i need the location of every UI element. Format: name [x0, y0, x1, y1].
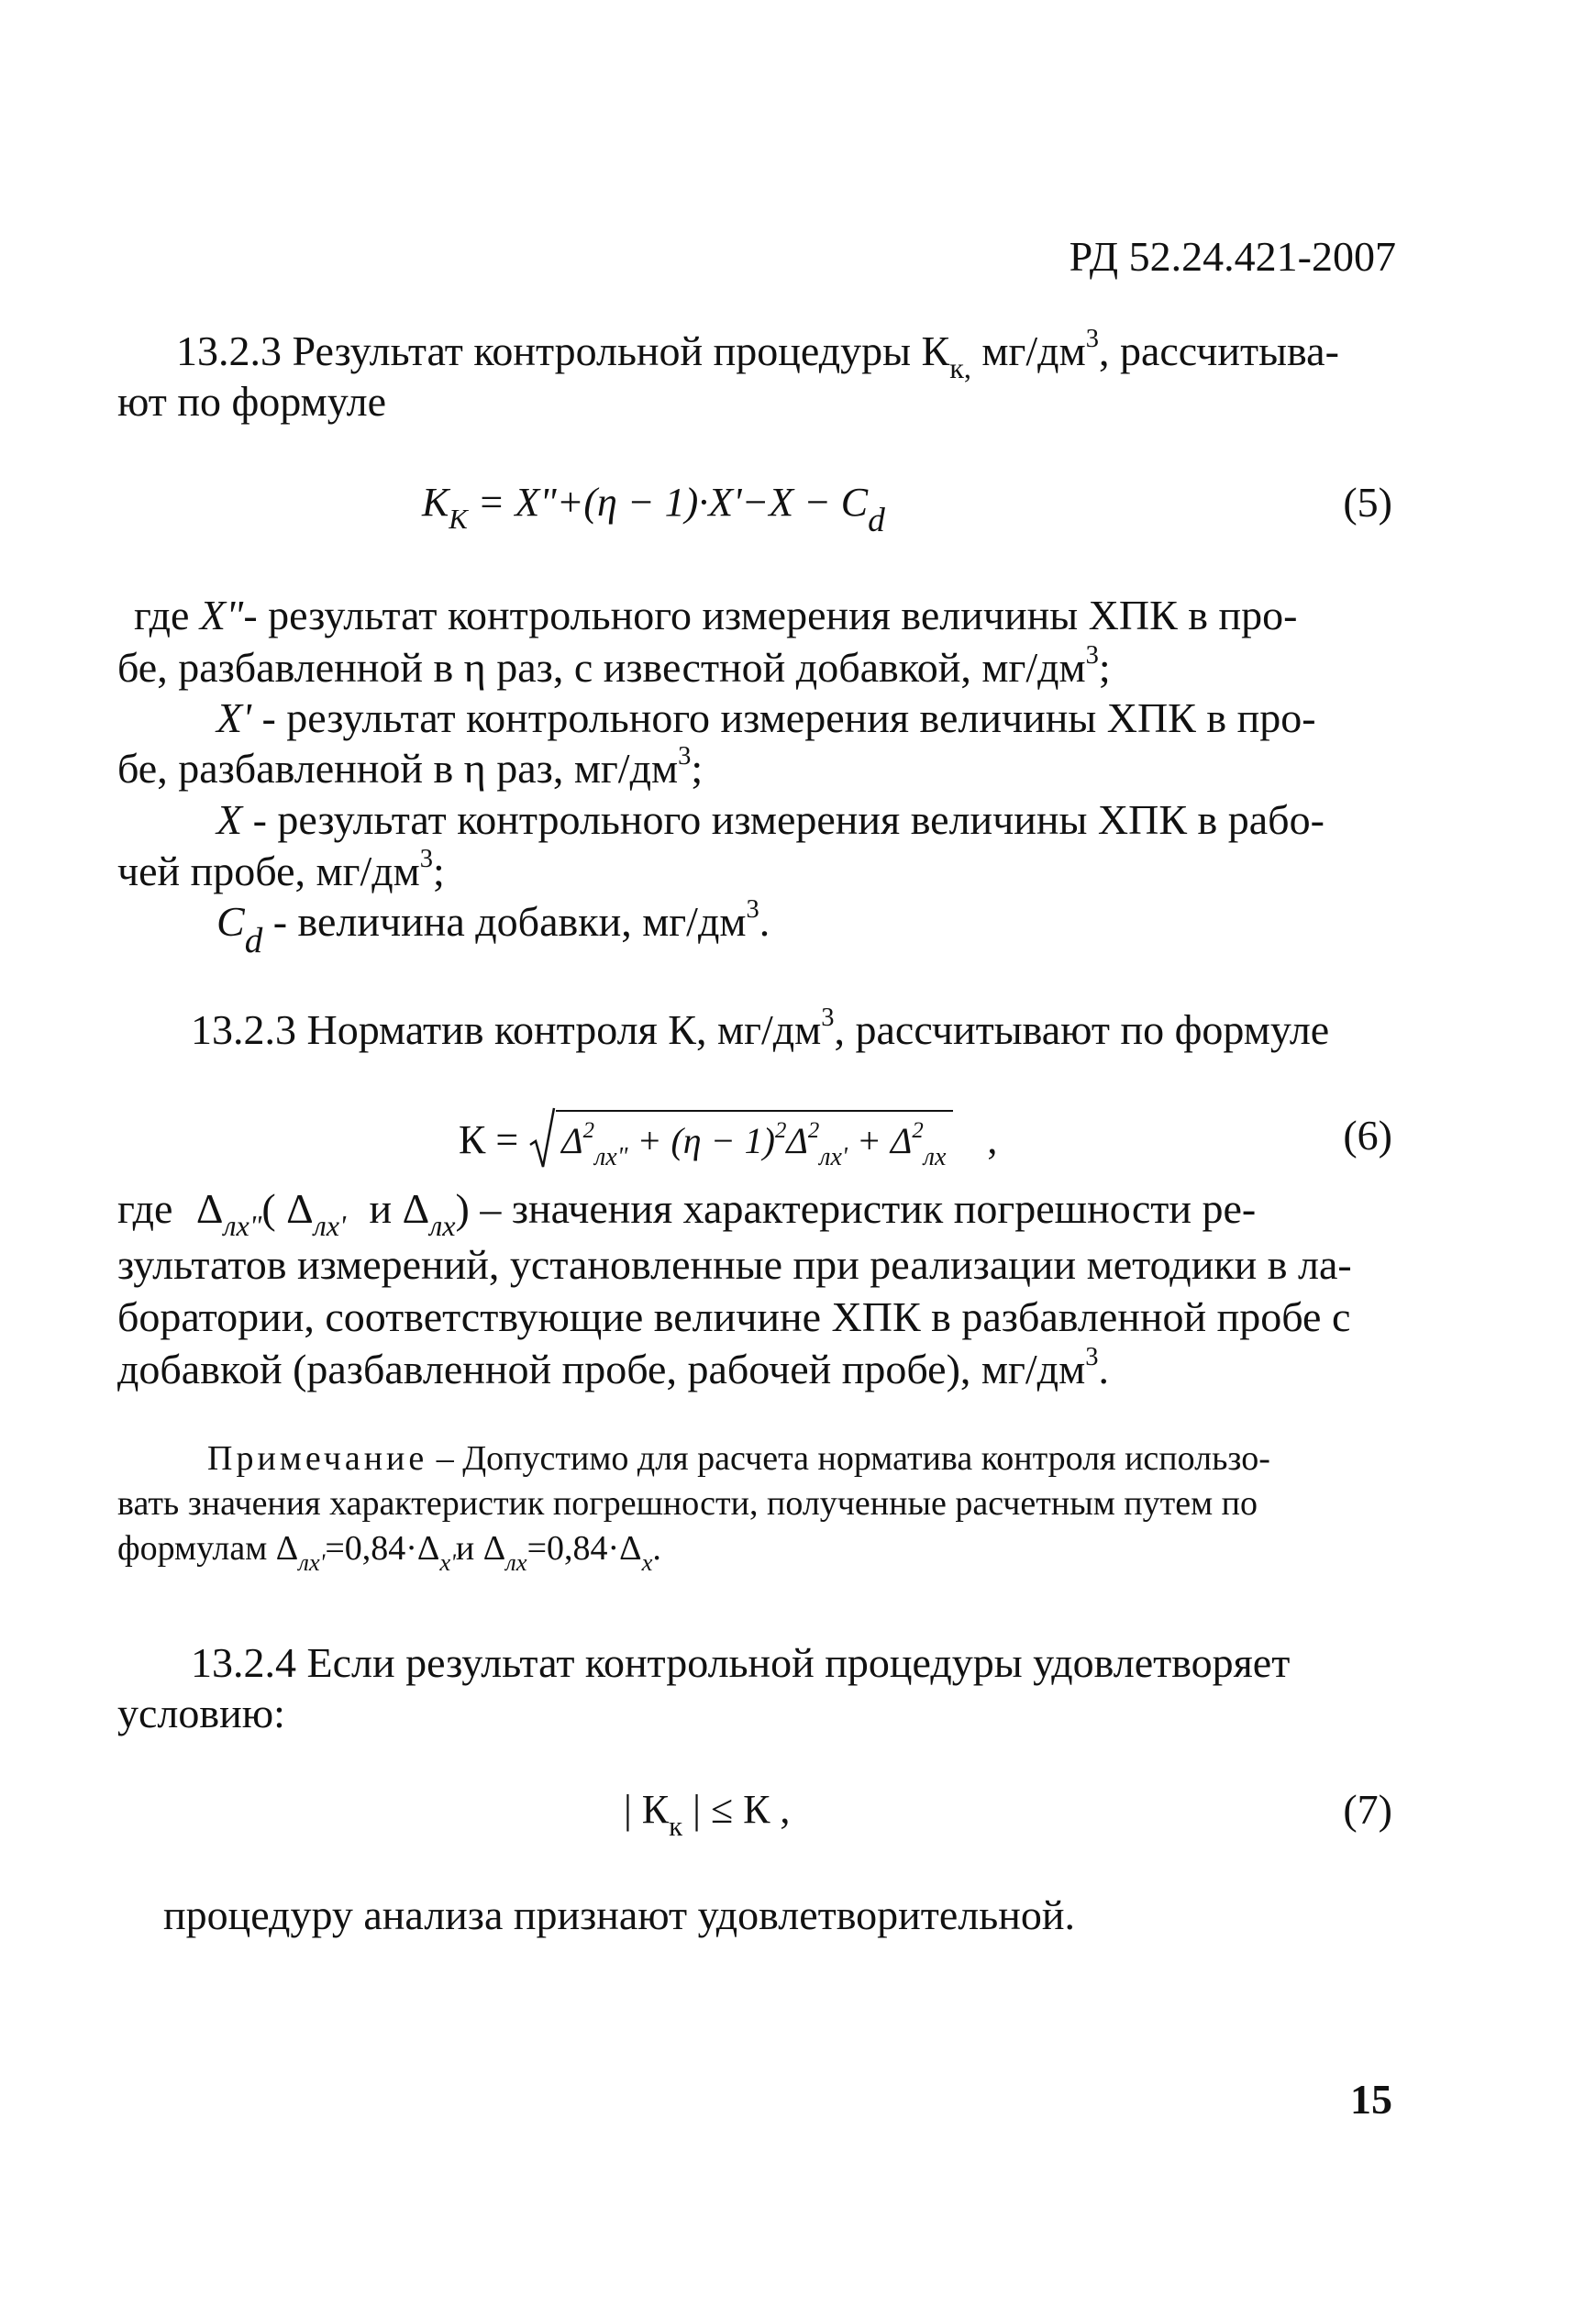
section-13-2-3-norm: 13.2.3 Норматив контроля К, $мг/дм^3$, рассчитывают по формуле	[191, 1004, 1330, 1053]
definition-x-double-prime: где X"- результат контрольного измерения величины ХПК в про-	[134, 592, 1298, 638]
definition-x-line2: чей пробе, $мг/дм^3$;	[117, 845, 445, 894]
explanation-line2: зультатов измерений, установленные при реализации методики в ла-	[117, 1241, 1352, 1288]
section-13-2-3-result-line2: ют по формуле	[117, 378, 387, 425]
note-line2: вать значения характеристик погрешности, полученные расчетным путем по	[117, 1484, 1258, 1523]
definition-x-prime: X' - результат контрольного измерения величины ХПК в про-	[216, 694, 1316, 741]
note-line1: Примечание – Допустимо для расчета норматива контроля использо-	[207, 1439, 1270, 1478]
definition-x-prime-line2: бе, разбавленной в η раз, $мг/дм^3$;	[117, 742, 704, 792]
equation-6-number: (6)	[1343, 1112, 1392, 1159]
section-13-2-3-result-line1: 13.2.3 Результат контрольной процедуры $К_{к,}$ $мг/дм^3$, рассчитыва-	[176, 325, 1339, 385]
explanation-line4: добавкой (разбавленной пробе, рабочей пробе), $мг/дм^3$.	[117, 1343, 1109, 1392]
section-13-2-4-line2: условию:	[117, 1690, 285, 1736]
definition-x-double-prime-line2: бе, разбавленной в η раз, с известной добавкой, $мг/дм^3$;	[117, 641, 1111, 691]
explanation-line1: где $\Delta_{лх"}$( $\Delta_{лх'}$ и $\Delta_{лх}$) – значения характеристик погрешности ре-	[117, 1185, 1257, 1243]
definition-cd: $C_d$ - величина добавки, $мг/дм^3$.	[216, 895, 770, 960]
note-line3: формулам $\Delta_{лх'}=0,84\cdot\Delta_{x'}и$ $\Delta_{лх}=0,84\cdot\Delta_x$.	[117, 1529, 661, 1576]
equation-7: | $К_к$ | ≤ К ,	[624, 1787, 791, 1842]
section-13-2-4-line1: 13.2.4 Если результат контрольной процедуры удовлетворяет	[191, 1639, 1291, 1686]
equation-7-number: (7)	[1343, 1786, 1392, 1833]
radical-sign	[528, 1104, 556, 1170]
page-number: 15	[1350, 2076, 1392, 2123]
equation-5-number: (5)	[1343, 479, 1392, 526]
explanation-line3: боратории, соответствующие величине ХПК в разбавленной пробе с	[117, 1293, 1351, 1340]
doc-code-header: РД 52.24.421-2007	[1069, 233, 1396, 280]
final-sentence: процедуру анализа признают удовлетворительной.	[163, 1891, 1075, 1938]
sqrt-icon: $\Delta^2_{лх"} + (\eta - 1)^2\Delta^2_{лх'} + \Delta^2_{лх}$	[528, 1110, 953, 1167]
equation-5: $К_К$ = X"+(η − $1)\cdot X'-X - C_d$	[422, 480, 885, 539]
equation-6: К = $\Delta^2_{лх"} + (\eta - 1)^2\Delta^2_{лх'} + \Delta^2_{лх}$ ,	[459, 1110, 997, 1167]
definition-x: X - результат контрольного измерения величины ХПК в рабо-	[216, 796, 1324, 843]
